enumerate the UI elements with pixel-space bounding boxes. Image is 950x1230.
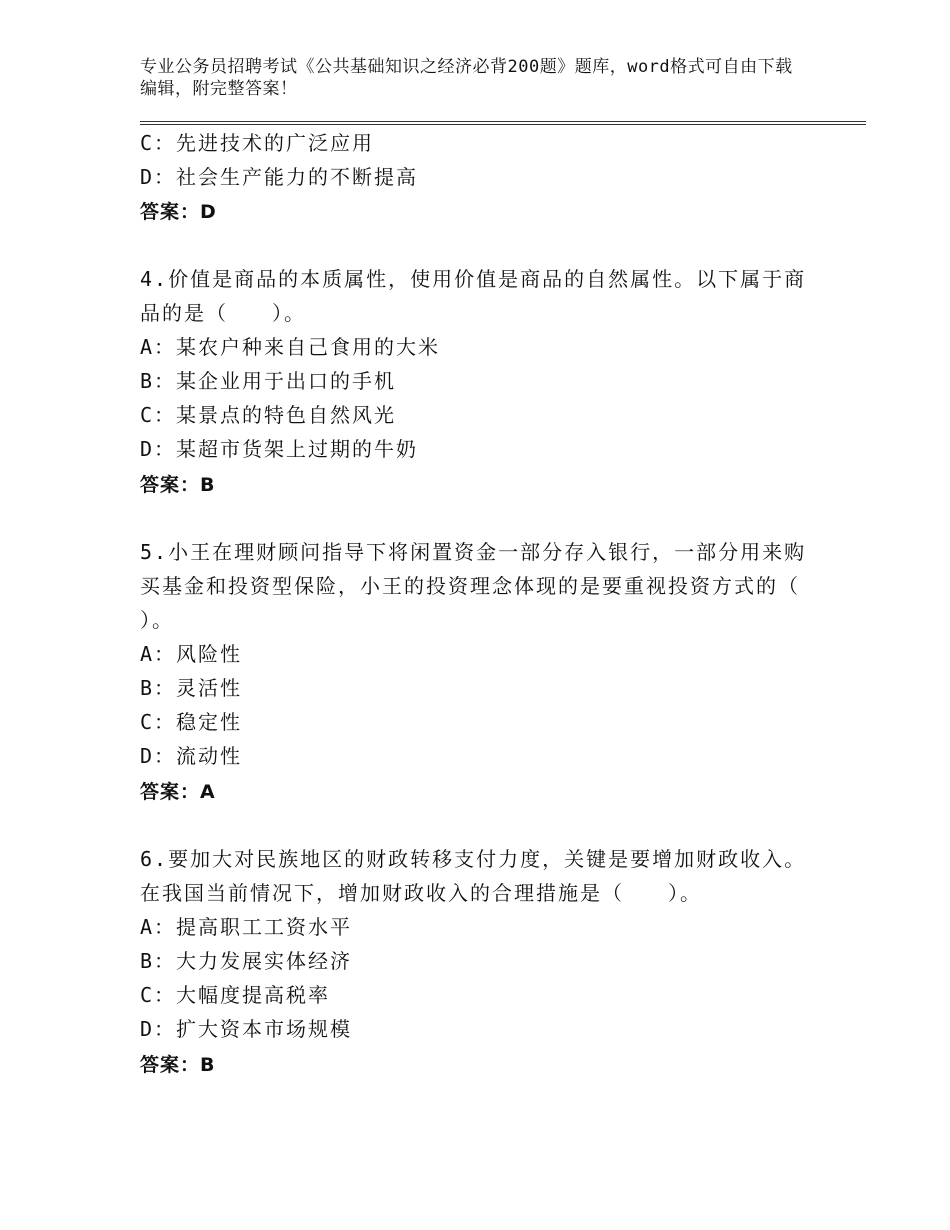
question-4-option-c: C：某景点的特色自然风光 [140, 403, 397, 427]
question-6-option-d: D：扩大资本市场规模 [140, 1017, 353, 1041]
question-4-answer: 答案：B [140, 474, 216, 496]
question-5-option-b: B：灵活性 [140, 676, 243, 700]
question-6-answer: 答案：B [140, 1054, 216, 1076]
answer-label: 答案：D [140, 201, 217, 223]
question-6-stem-line-2: 在我国当前情况下，增加财政收入的合理措施是（ ）。 [140, 881, 702, 905]
question-6-option-a: A：提高职工工资水平 [140, 915, 353, 939]
question-4-stem-line-1: 4.价值是商品的本质属性，使用价值是商品的自然属性。以下属于商 [140, 267, 807, 291]
question-5-stem-line-1: 5.小王在理财顾问指导下将闲置资金一部分存入银行，一部分用来购 [140, 540, 807, 564]
option-c: C：先进技术的广泛应用 [140, 131, 375, 155]
question-5-stem-line-3: ）。 [140, 608, 174, 632]
question-6-option-b: B：大力发展实体经济 [140, 949, 353, 973]
header-divider [140, 121, 866, 125]
question-5-option-a: A：风险性 [140, 642, 243, 666]
question-6-stem-line-1: 6.要加大对民族地区的财政转移支付力度，关键是要增加财政收入。 [140, 847, 807, 871]
document-header: 专业公务员招聘考试《公共基础知识之经济必背200题》题库，word格式可自由下载编辑，附完整答案！ [140, 57, 793, 99]
question-4-stem-line-2: 品的是（ ）。 [140, 301, 306, 325]
question-5-option-c: C：稳定性 [140, 710, 243, 734]
question-4-option-d: D：某超市货架上过期的牛奶 [140, 437, 419, 461]
question-5-option-d: D：流动性 [140, 744, 243, 768]
question-6-option-c: C：大幅度提高税率 [140, 983, 331, 1007]
question-4-option-b: B：某企业用于出口的手机 [140, 369, 397, 393]
question-5-answer: 答案：A [140, 781, 216, 803]
option-d: D：社会生产能力的不断提高 [140, 165, 419, 189]
question-4-option-a: A：某农户种来自己食用的大米 [140, 335, 441, 359]
question-5-stem-line-2: 买基金和投资型保险，小王的投资理念体现的是要重视投资方式的（ [140, 574, 800, 598]
